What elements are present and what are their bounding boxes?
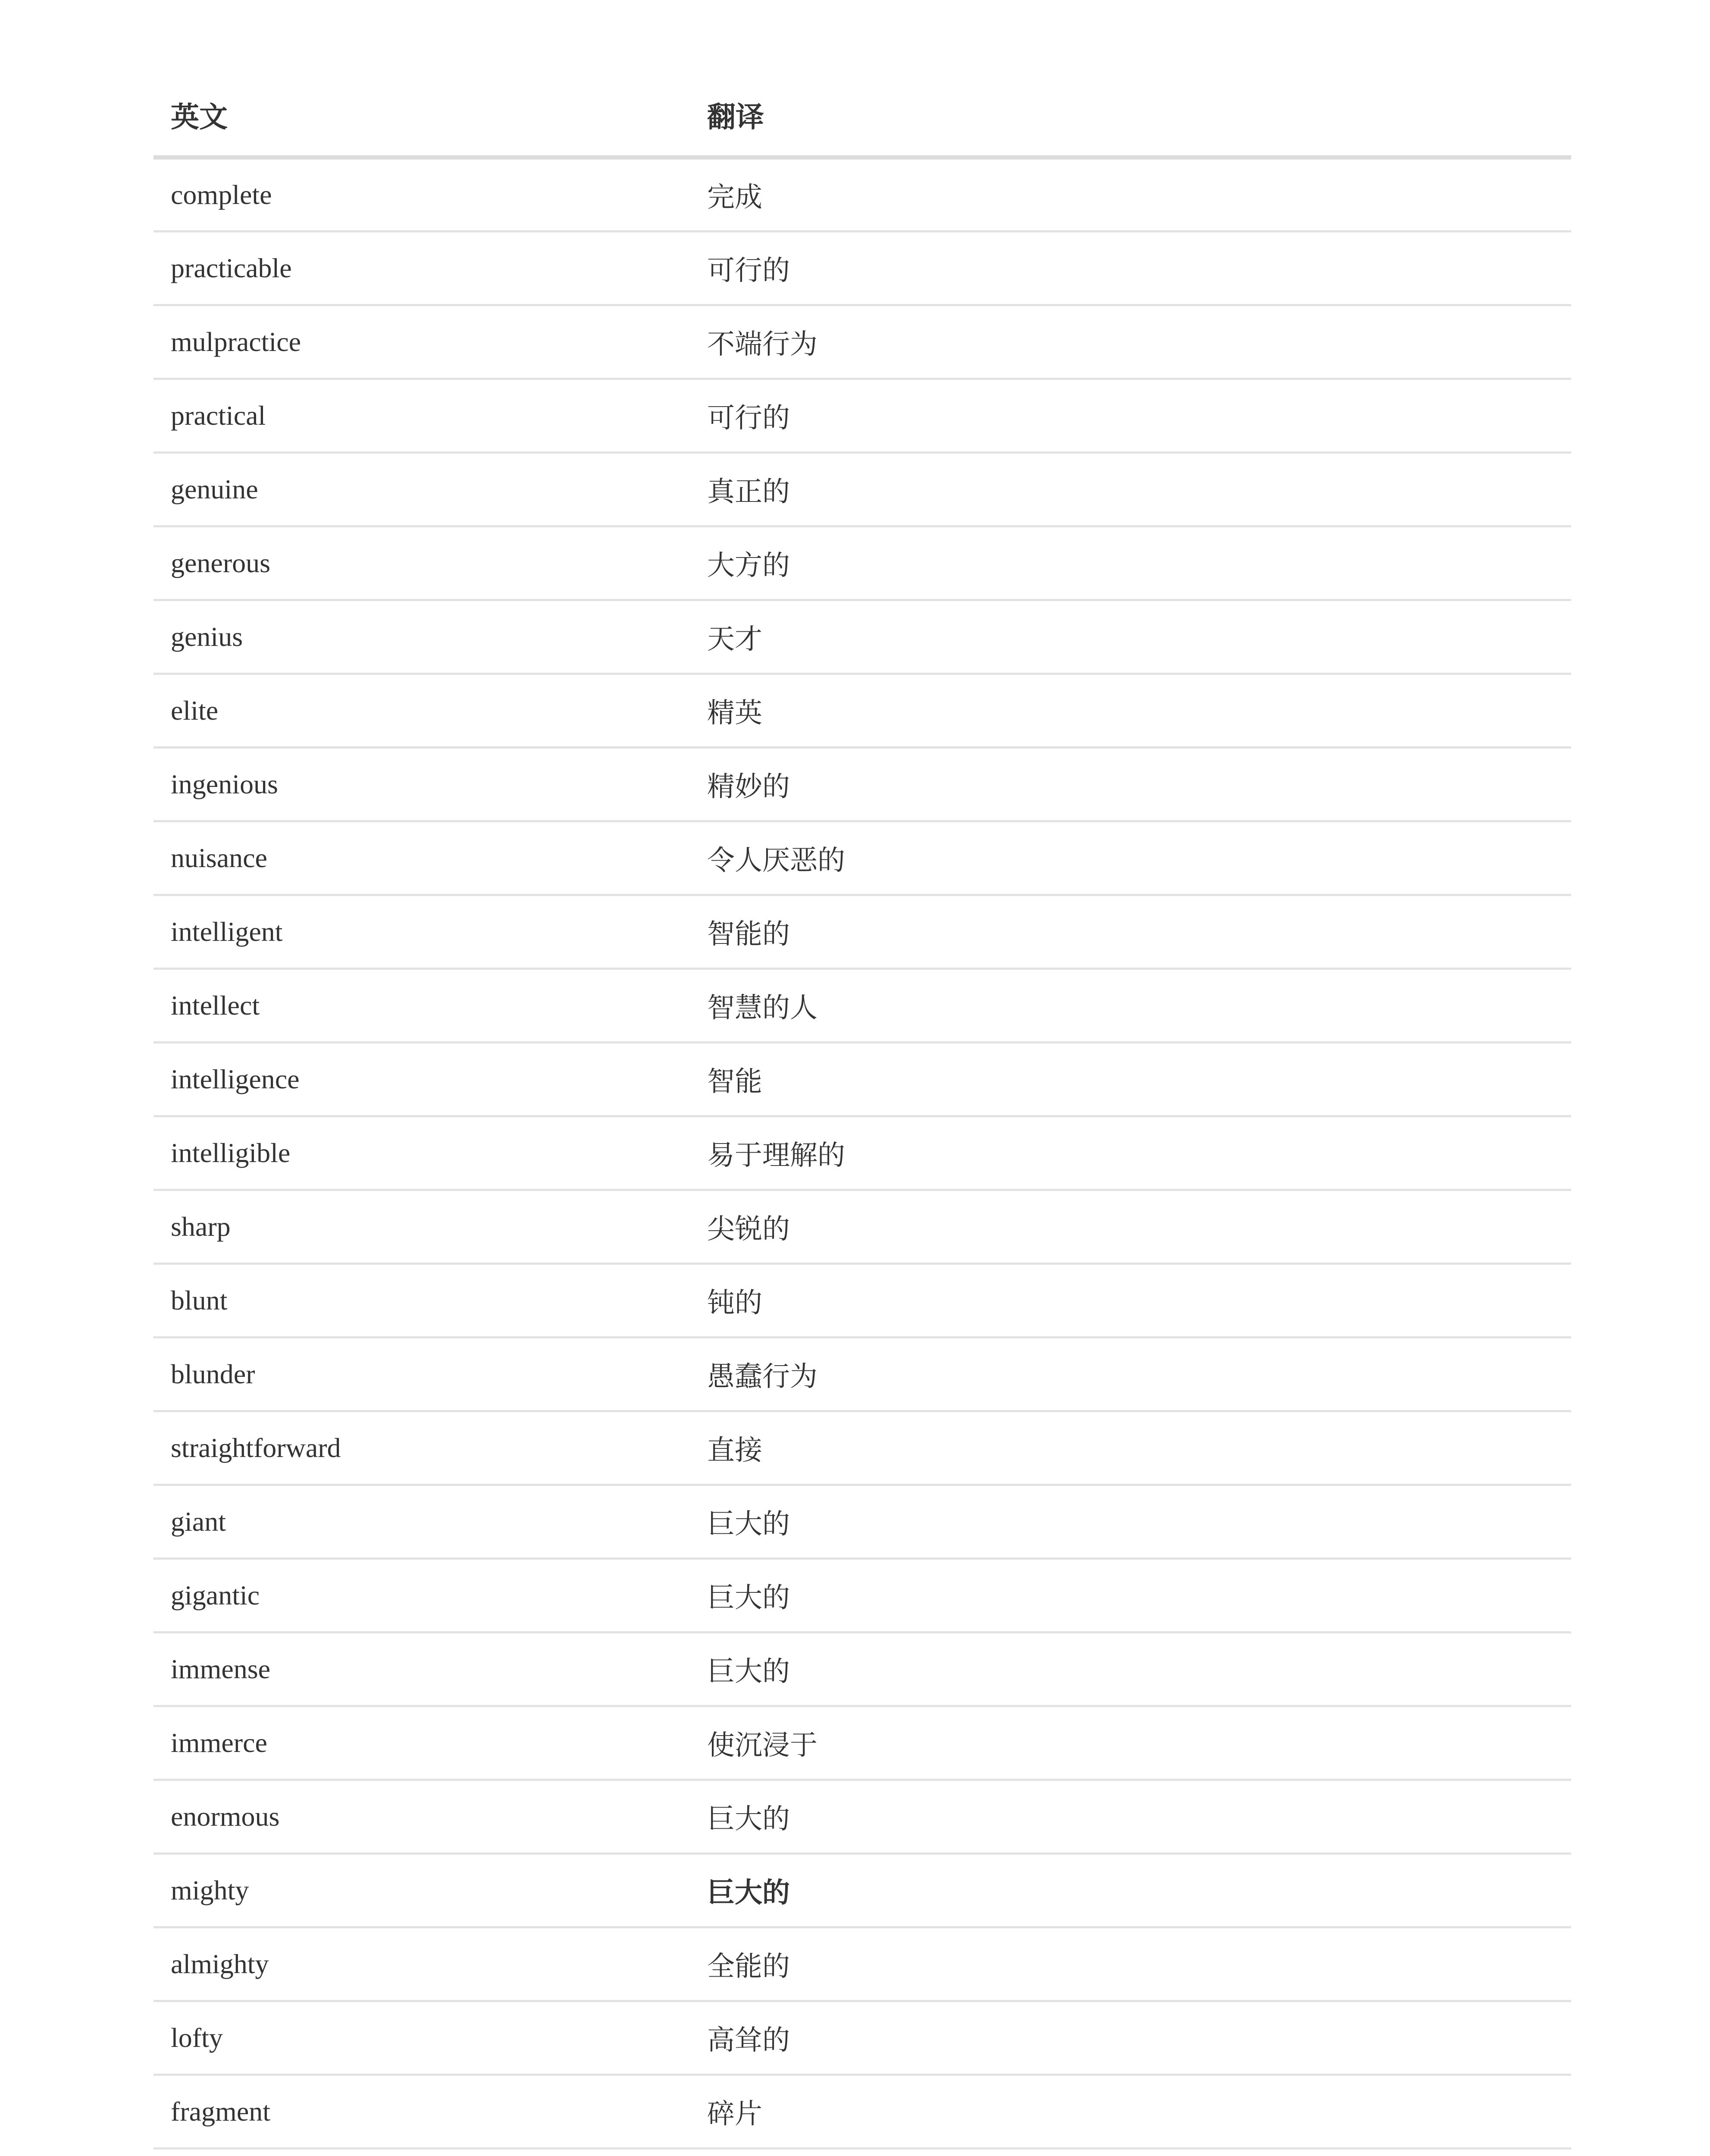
english-word: intelligible <box>153 1116 690 1190</box>
translation-text: 巨大的 <box>690 1558 1571 1632</box>
table-body <box>153 157 1571 2156</box>
table-row <box>153 157 1571 231</box>
translation-text: 易于理解的 <box>690 1116 1571 1190</box>
english-word: practical <box>153 379 690 452</box>
english-word: genius <box>153 600 690 674</box>
english-word: elite <box>153 674 690 747</box>
table-row <box>153 305 1571 379</box>
table-row <box>153 1706 1571 1780</box>
english-word: mighty <box>153 1853 690 1927</box>
english-word: generous <box>153 526 690 600</box>
english-word: intellect <box>153 968 690 1042</box>
english-word: blunt <box>153 1263 690 1337</box>
english-word: gigantic <box>153 1558 690 1632</box>
table-row <box>153 1485 1571 1558</box>
english-word: giant <box>153 1485 690 1558</box>
table-row <box>153 747 1571 821</box>
translation-text: 精妙的 <box>690 747 1571 821</box>
table-row <box>153 1337 1571 1411</box>
english-word: ingenious <box>153 747 690 821</box>
translation-text: 碎片 <box>690 2075 1571 2148</box>
table-row <box>153 968 1571 1042</box>
header-translation: 翻译 <box>690 73 1571 157</box>
table-row <box>153 674 1571 747</box>
english-word: intelligent <box>153 895 690 968</box>
translation-text: 可行的 <box>690 231 1571 305</box>
english-word: complete <box>153 157 690 231</box>
table-row <box>153 526 1571 600</box>
english-word: mulpractice <box>153 305 690 379</box>
table-row <box>153 1927 1571 2001</box>
table-row <box>153 2001 1571 2075</box>
translation-text: 智慧的人 <box>690 968 1571 1042</box>
table-row <box>153 1780 1571 1853</box>
translation-text: 真正的 <box>690 452 1571 526</box>
translation-text <box>690 2148 1571 2156</box>
translation-text: 巨大的 <box>690 1632 1571 1706</box>
english-word: fragment <box>153 2075 690 2148</box>
table-row <box>153 231 1571 305</box>
table-row <box>153 1190 1571 1263</box>
english-word: intelligence <box>153 1042 690 1116</box>
english-word: nuisance <box>153 821 690 895</box>
table-row <box>153 452 1571 526</box>
english-word: lofty <box>153 2001 690 2075</box>
table-row <box>153 600 1571 674</box>
table-row <box>153 1411 1571 1485</box>
translation-text: 令人厌恶的 <box>690 821 1571 895</box>
translation-text: 巨大的 <box>690 1780 1571 1853</box>
translation-text: 钝的 <box>690 1263 1571 1337</box>
translation-text: 天才 <box>690 600 1571 674</box>
translation-text: 巨大的 <box>690 1853 1571 1927</box>
english-word: almighty <box>153 1927 690 2001</box>
header-english: 英文 <box>153 73 690 157</box>
translation-text: 全能的 <box>690 1927 1571 2001</box>
translation-text: 愚蠢行为 <box>690 1337 1571 1411</box>
table-row <box>153 2075 1571 2148</box>
translation-text: 尖锐的 <box>690 1190 1571 1263</box>
english-word: straightforward <box>153 1411 690 1485</box>
translation-text: 巨大的 <box>690 1485 1571 1558</box>
english-word: genuine <box>153 452 690 526</box>
table-row <box>153 895 1571 968</box>
table-row <box>153 1558 1571 1632</box>
translation-text: 直接 <box>690 1411 1571 1485</box>
translation-text: 智能的 <box>690 895 1571 968</box>
table-row <box>153 1853 1571 1927</box>
english-word: practicable <box>153 231 690 305</box>
table-row <box>153 1263 1571 1337</box>
vocabulary-table <box>153 73 1571 2156</box>
table-row <box>153 1042 1571 1116</box>
translation-text: 可行的 <box>690 379 1571 452</box>
english-word: immerce <box>153 1706 690 1780</box>
translation-text: 智能 <box>690 1042 1571 1116</box>
table-header-row <box>153 73 1571 157</box>
english-word: enormous <box>153 1780 690 1853</box>
translation-text: 使沉浸于 <box>690 1706 1571 1780</box>
translation-text: 完成 <box>690 157 1571 231</box>
english-word: sharp <box>153 1190 690 1263</box>
table-row <box>153 821 1571 895</box>
table-row <box>153 379 1571 452</box>
english-word <box>153 2148 690 2156</box>
english-word: blunder <box>153 1337 690 1411</box>
translation-text: 大方的 <box>690 526 1571 600</box>
translation-text: 精英 <box>690 674 1571 747</box>
table-row <box>153 1116 1571 1190</box>
table-row <box>153 2148 1571 2156</box>
translation-text: 不端行为 <box>690 305 1571 379</box>
translation-text: 高耸的 <box>690 2001 1571 2075</box>
english-word: immense <box>153 1632 690 1706</box>
table-row <box>153 1632 1571 1706</box>
